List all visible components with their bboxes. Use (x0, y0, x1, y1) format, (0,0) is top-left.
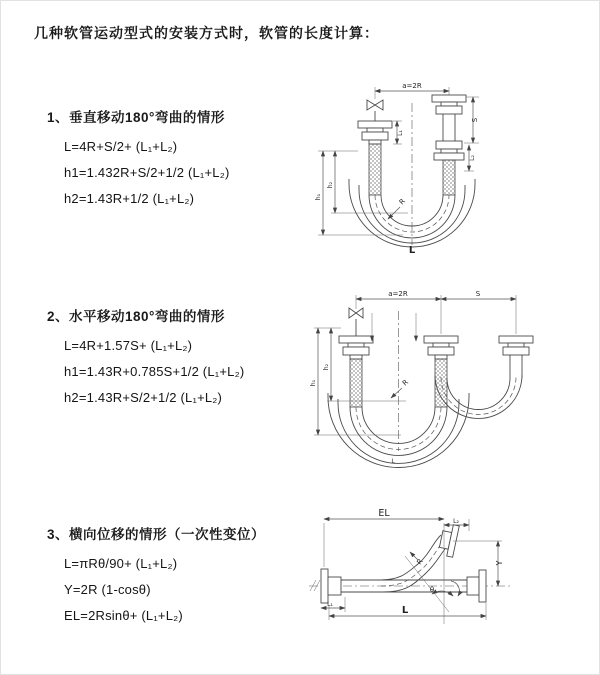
formula-line: L=4R+S/2+ (L₁+L₂) (64, 139, 178, 154)
formula-line: L=πRθ/90+ (L₁+L₂) (64, 556, 178, 571)
dim-l1 (393, 121, 404, 144)
hose-braid-left (369, 144, 381, 195)
dim-label-l: L (401, 605, 409, 616)
dim-label-h2: h₂ (323, 363, 330, 371)
dim-label-l1: L₁ (397, 130, 404, 136)
dim-label-l: L (391, 458, 395, 465)
dim-label-l1: L₁ (327, 601, 333, 608)
hose-braid-middle (435, 359, 447, 407)
dim-label-h1: h₁ (315, 193, 322, 201)
dim-label-r: R (400, 378, 410, 388)
dim-s (441, 290, 516, 299)
page-title: 几种软管运动型式的安装方式时，软管的长度计算： (34, 25, 379, 41)
formula-line: h1=1.43R+0.785S+1/2 (L₁+L₂) (64, 364, 245, 379)
right-flange-phantom (467, 570, 486, 602)
dim-label-l2: L₂ (469, 155, 476, 161)
diagram-horizontal-180-bend (306, 283, 600, 471)
section-2-heading: 2、水平移动180°弯曲的情形 (47, 309, 225, 324)
section-lateral-displacement (47, 523, 317, 635)
dim-el (324, 508, 444, 624)
formula-line: Y=2R (1-cosθ) (64, 582, 151, 597)
left-fitting (358, 121, 392, 144)
dim-label-a2r: a=2R (388, 290, 408, 298)
hose-bend-arcs-right (435, 375, 522, 418)
dim-l (329, 603, 486, 620)
right-fitting-upper (432, 95, 466, 141)
dim-label-l2: L₂ (453, 518, 459, 525)
dim-label-h2: h₂ (327, 181, 334, 189)
dim-label-r: R (415, 557, 425, 567)
formula-line: h1=1.432R+S/2+1/2 (L₁+L₂) (64, 165, 230, 180)
valve-icon (367, 100, 383, 121)
section-3-heading: 3、横向位移的情形（一次性变位） (47, 527, 266, 542)
fitting-left (339, 336, 373, 359)
dim-label-s: S (475, 290, 481, 298)
left-flange (321, 569, 341, 603)
dim-radius (388, 197, 407, 219)
dim-label-h1: h₁ (310, 379, 317, 387)
fitting-right (499, 336, 533, 378)
section-horizontal-bend (47, 305, 317, 417)
right-fitting-lower (434, 141, 464, 160)
diagram-lateral-displacement (301, 499, 600, 659)
dim-radius (391, 378, 410, 398)
dim-label-y: Y (495, 560, 504, 566)
dim-label-s: S (471, 117, 479, 123)
diagram-vertical-180-bend (313, 73, 591, 265)
section-vertical-bend (47, 106, 317, 218)
hose-s-curve (379, 535, 445, 592)
fitting-middle (424, 336, 458, 359)
dim-h2 (327, 151, 408, 213)
dim-s (464, 97, 479, 143)
dim-label-a2r: a=2R (402, 82, 422, 90)
dim-label-l: L (408, 245, 416, 256)
angle-label-theta: θ (429, 586, 435, 594)
dim-label-r: R (397, 197, 407, 207)
formula-line: h2=1.43R+S/2+1/2 (L₁+L₂) (64, 390, 223, 405)
formula-line: h2=1.43R+1/2 (L₁+L₂) (64, 191, 195, 206)
dim-label-el: EL (378, 508, 390, 519)
break-symbol (310, 580, 320, 591)
section-1-heading: 1、垂直移动180°弯曲的情形 (47, 110, 225, 125)
dim-a2r (356, 290, 441, 299)
formula-line: EL=2Rsinθ+ (L₁+L₂) (64, 608, 183, 623)
upper-flange (438, 523, 459, 557)
dim-l2 (464, 145, 476, 171)
hose-braid-left (350, 359, 362, 407)
hose-braid-right (443, 160, 455, 195)
formula-line: L=4R+1.57S+ (L₁+L₂) (64, 338, 193, 353)
valve-icon (349, 308, 363, 336)
